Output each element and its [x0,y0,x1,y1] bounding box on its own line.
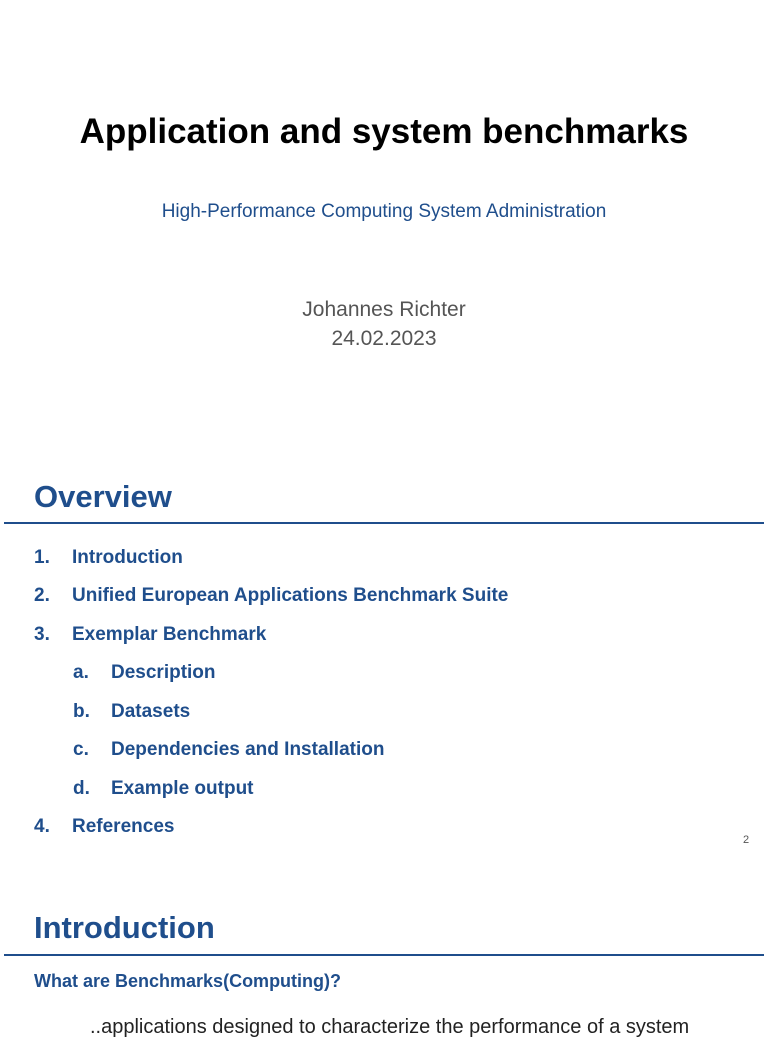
item-label: Unified European Applications Benchmark Suite [72,585,509,606]
title-slide [0,0,768,432]
page-number: 2 [743,834,750,846]
item-label: Exemplar Benchmark [72,624,267,645]
overview-item [34,624,266,646]
overview-subitem [73,778,254,800]
presentation-date: 24.02.2023 [331,327,437,350]
item-marker: 2. [34,585,50,606]
item-marker: c. [73,739,89,760]
item-label: Datasets [111,701,191,722]
item-label: Description [111,662,216,683]
introduction-slide [0,864,768,1038]
heading-divider [4,522,764,524]
overview-subitem [73,739,384,761]
body-text-partial: ..applications designed to characterize the performance of a system [90,1016,690,1038]
item-marker: 1. [34,547,50,568]
item-label: Dependencies and Installation [111,739,385,760]
item-label: Example output [111,778,254,799]
item-marker: d. [73,778,90,799]
overview-item [34,547,183,569]
overview-slide [0,432,768,864]
overview-heading: Overview [34,479,172,514]
item-label: References [72,816,175,837]
presentation-subtitle: High-Performance Computing System Administration [161,201,607,222]
item-marker: a. [73,662,89,683]
item-marker: b. [73,701,90,722]
overview-item [34,585,508,607]
section-question: What are Benchmarks(Computing)? [34,971,342,991]
item-marker: 4. [34,816,50,837]
item-label: Introduction [72,547,183,568]
overview-item [34,816,174,838]
overview-subitem [73,662,216,684]
item-marker: 3. [34,624,50,645]
introduction-heading: Introduction [34,910,215,945]
heading-divider [4,954,764,956]
overview-subitem [73,701,190,723]
author-name: Johannes Richter [302,298,466,321]
presentation-title: Application and system benchmarks [79,112,689,151]
